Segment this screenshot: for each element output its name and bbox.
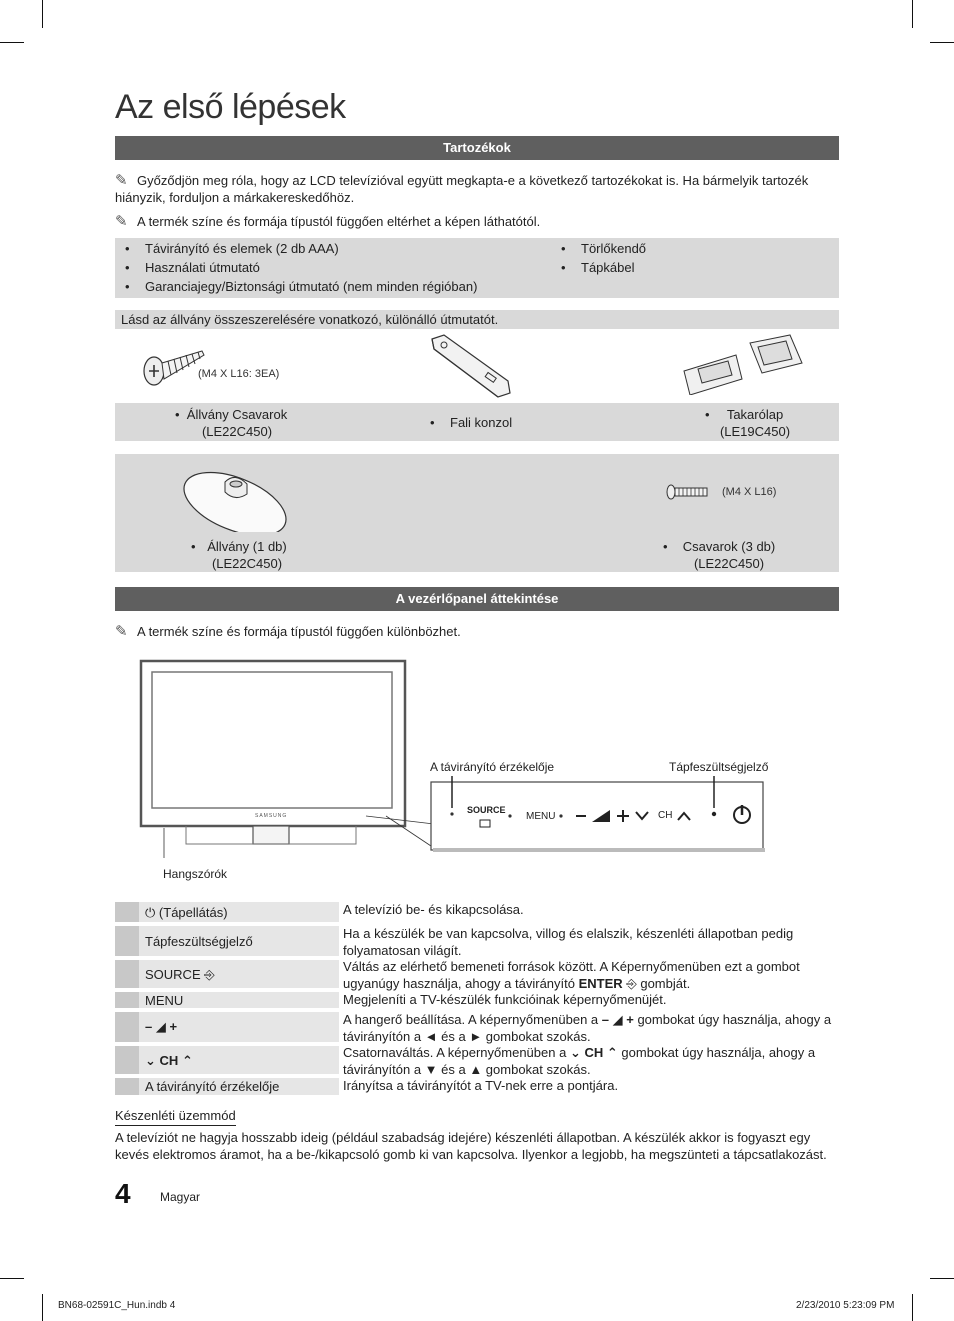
desc-bold: CH (584, 1045, 604, 1060)
wall-bracket-illustration (424, 333, 514, 401)
row-label (145, 967, 215, 983)
table-row (115, 926, 339, 956)
row-label (145, 1053, 193, 1069)
row-label-text: SOURCE (145, 967, 201, 982)
row-label: A távirányító érzékelője (145, 1079, 280, 1094)
bullet: • (175, 407, 180, 422)
chevron-up-icon: ⌃ (181, 1053, 193, 1068)
list-item: • Garanciajegy/Biztonsági útmutató (nem minden régióban) (145, 278, 477, 296)
crop-mark (0, 1278, 24, 1279)
chevron-down-icon: ⌄ (569, 1045, 581, 1060)
control-panel-note (115, 623, 839, 640)
stand-screw-illustration (140, 345, 208, 387)
row-description: Irányítsa a távirányítót a TV-nek erre a pontjára. (343, 1078, 619, 1093)
menu-button[interactable]: MENU (526, 811, 556, 822)
table-row (115, 902, 339, 922)
table-row (115, 1046, 339, 1074)
power-icon: ⏻ (145, 905, 156, 920)
language-label: Magyar (160, 1190, 201, 1204)
row-description: Megjeleníti a TV-készülék funkcióinak képernyőmenüjét. (343, 992, 667, 1007)
volume-icon: – ◢ + (145, 1019, 178, 1034)
row-label-text: (Tápellátás) (158, 905, 228, 920)
label-line: (LE22C450) (211, 556, 283, 571)
brand-logo: SAMSUNG (255, 813, 288, 819)
row-description: Ha a készülék be van kapcsolva, villog és elalszik, készenléti állapotban pedig folyamatosan világít. (343, 926, 794, 958)
row-description: A televízió be- és kikapcsolása. (343, 902, 524, 917)
row-marker (115, 992, 139, 1008)
desc-text: gombját. (640, 976, 691, 991)
footer-timestamp: 2/23/2010 5:23:09 PM (796, 1300, 895, 1311)
row-marker (115, 960, 139, 988)
chevron-down-icon: ⌄ (145, 1053, 156, 1068)
desc-text: gombokat úgy használja, ahogy a távirányítón a ▼ és a ▲ gombokat szokás. (343, 1045, 816, 1077)
power-indicator-label: Tápfeszültségjelző (669, 760, 769, 774)
chevron-up-icon: ⌃ (606, 1045, 618, 1060)
pencil-note-icon: ✎ (115, 213, 128, 230)
pencil-note-icon: ✎ (115, 172, 128, 189)
list-item: • Tápkábel (581, 259, 634, 277)
page-number: 4 (115, 1178, 131, 1209)
row-label (145, 1019, 177, 1035)
row-label: Tápfeszültségjelző (145, 934, 253, 949)
label-line: Csavarok (3 db) (682, 539, 776, 554)
desc-text: gombokat úgy használja, ahogy a távirányítón a ◄ és a ► gombokat szokás. (343, 1012, 832, 1044)
volume-icon: – ◢ + (601, 1012, 634, 1027)
standby-text: A televíziót ne hagyja hosszabb ideig (például szabadság idejére) készenléti állapotban. A készülék akkor is fogyaszt egy kevés elektromos áramot, ha a be-/kikapcsoló gomb ki van kapcsolva. Ilyenkor a legjobb, ha megszünteti a tápcsatlakozást. (115, 1130, 827, 1162)
note-text: A termék színe és formája típustól függően különbözhet. (137, 624, 461, 639)
desc-bold: ENTER (578, 976, 623, 991)
crop-mark (912, 0, 913, 28)
crop-mark (930, 1278, 954, 1279)
table-row (115, 1012, 339, 1042)
stand-screws-label (167, 406, 307, 440)
list-item: • Törlőkendő (581, 240, 646, 258)
label-line: Állvány (1 db) (207, 539, 287, 554)
desc-text: Csatornaváltás. A képernyőmenüben a (343, 1045, 567, 1060)
table-row (115, 992, 339, 1008)
bullet: • (663, 539, 668, 554)
row-marker (115, 1046, 139, 1074)
bullet: • (705, 407, 710, 422)
tv-illustration (138, 658, 770, 858)
row-label (145, 905, 228, 921)
accessories-note-1 (115, 172, 839, 206)
pencil-note-icon: ✎ (115, 623, 128, 640)
screws-label (663, 538, 789, 572)
row-description (343, 1044, 839, 1078)
source-enter-icon: ⎆ (204, 967, 215, 982)
table-row (115, 1078, 339, 1095)
enter-icon: ⎆ (626, 976, 637, 991)
wall-accessories-labels (115, 403, 839, 441)
row-marker (115, 926, 139, 956)
table-row (115, 960, 339, 988)
cover-plate-illustration (678, 333, 804, 395)
stand-base-illustration (177, 462, 295, 532)
section-heading-control-panel: A vezérlőpanel áttekintése (115, 587, 839, 611)
cover-plate-label (695, 406, 815, 440)
standby-heading: Készenléti üzemmód (115, 1108, 236, 1126)
speakers-label: Hangszórók (163, 867, 228, 881)
label-line: (LE22C450) (693, 556, 765, 571)
note-text: A termék színe és formája típustól függően eltérhet a képen láthatótól. (137, 214, 541, 229)
note-text: Győződjön meg róla, hogy az LCD televízióval együtt megkapta-e a következő tartozékokat is. Ha bármelyik tartozék hiányzik, forduljon a márkakereskedőhöz. (115, 173, 809, 205)
section-heading-accessories: Tartozékok (115, 136, 839, 160)
remote-sensor-label: A távirányító érzékelője (430, 760, 555, 774)
accessories-list-box (115, 238, 839, 298)
accessories-note-2 (115, 213, 839, 230)
row-marker (115, 902, 139, 922)
bullet: • (191, 539, 196, 554)
screw-illustration (665, 484, 709, 500)
list-item: • Használati útmutató (145, 259, 260, 277)
row-description (343, 958, 839, 992)
row-marker (115, 1012, 139, 1042)
label-line: (LE19C450) (719, 424, 791, 439)
screws-spec: (M4 X L16) (722, 486, 777, 498)
channel-button[interactable]: CH (658, 810, 673, 821)
wall-bracket-label: • Fali konzol (450, 414, 512, 432)
stand-box (115, 454, 839, 572)
label-line: Állvány Csavarok (186, 407, 288, 422)
label-line: Takarólap (726, 407, 784, 422)
footer-file: BN68-02591C_Hun.indb 4 (58, 1300, 176, 1311)
list-item: • Távirányító és elemek (2 db AAA) (145, 240, 339, 258)
row-marker (115, 1078, 139, 1095)
crop-mark (912, 1294, 913, 1321)
page-title: Az első lépések (115, 88, 346, 126)
crop-mark (930, 42, 954, 43)
label-line: (LE22C450) (201, 424, 273, 439)
desc-text: A hangerő beállítása. A képernyőmenüben a (343, 1012, 599, 1027)
row-label: MENU (145, 993, 184, 1008)
row-label-text: CH (159, 1053, 179, 1068)
crop-mark (42, 1294, 43, 1321)
crop-mark (0, 42, 24, 43)
crop-mark (42, 0, 43, 28)
stand-assembly-note: Lásd az állvány összeszerelésére vonatkozó, különálló útmutatót. (115, 310, 839, 329)
desc-text: Váltás az elérhető bemeneti források között. A Képernyőmenüben ezt a gombot ugyanúgy használja, ahogy a távirányító (343, 959, 800, 991)
row-description (343, 1011, 839, 1045)
stand-label (187, 538, 307, 572)
source-button[interactable]: SOURCE (467, 805, 506, 815)
screw-spec: (M4 X L16: 3EA) (198, 368, 280, 380)
